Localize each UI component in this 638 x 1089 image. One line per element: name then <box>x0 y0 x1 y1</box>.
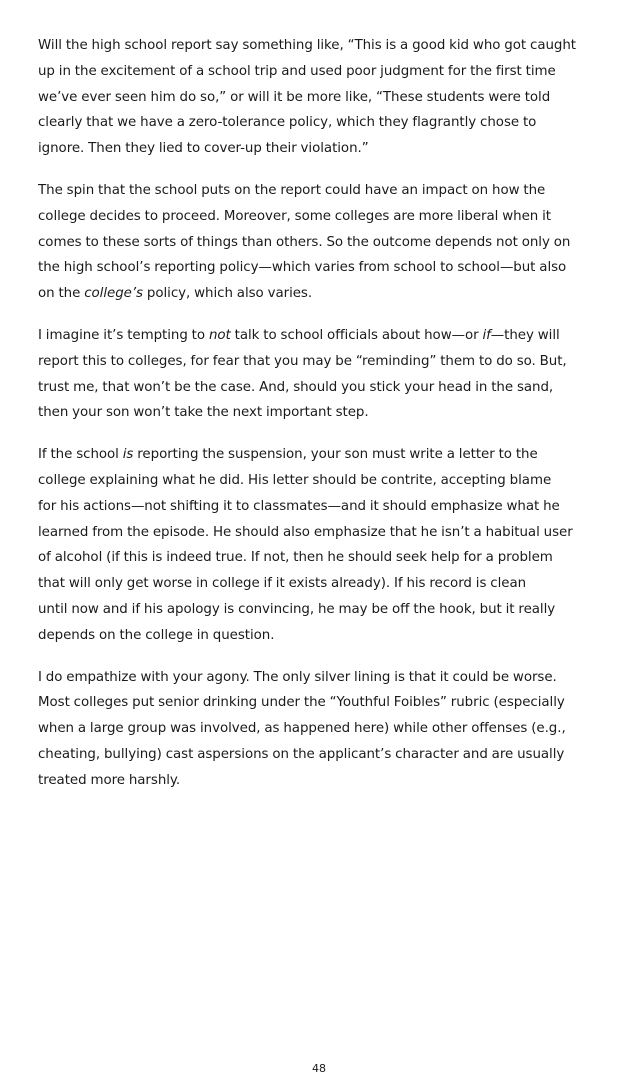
text-run: depends on the college in question. <box>38 627 275 643</box>
text-line <box>38 768 604 794</box>
text-run: when a large group was involved, as happened here) while other offenses (e.g., <box>38 721 566 737</box>
text-run: of alcohol (if this is indeed true. If not, then he should seek help for a problem <box>38 550 553 566</box>
text-run: for his actions—not shifting it to classmates—and it should emphasize what he <box>38 498 560 514</box>
paragraph <box>38 665 604 794</box>
text-line <box>38 281 604 307</box>
text-line <box>38 178 604 204</box>
text-line <box>38 716 604 742</box>
text-line <box>38 349 604 375</box>
text-run: clearly that we have a zero-tolerance policy, which they flagrantly chose to <box>38 115 537 131</box>
italic-text: college’s <box>84 286 143 302</box>
text-run: I do empathize with your agony. The only silver lining is that it could be worse. <box>38 669 557 685</box>
text-line <box>38 59 604 85</box>
text-run: ignore. Then they lied to cover-up their violation.” <box>38 141 369 157</box>
text-run: college decides to proceed. Moreover, some colleges are more liberal when it <box>38 208 551 224</box>
text-line <box>38 375 604 401</box>
text-run: treated more harshly. <box>38 772 181 788</box>
text-run: report this to colleges, for fear that you may be “reminding” them to do so. But, <box>38 353 567 369</box>
text-line <box>38 400 604 426</box>
text-run: the high school’s reporting policy—which varies from school to school—but also <box>38 260 567 276</box>
text-run: —they will <box>490 327 560 343</box>
text-run: Will the high school report say something like, “This is a good kid who got caught <box>38 38 576 53</box>
text-run: Most colleges put senior drinking under the “Youthful Foibles” rubric (especially <box>38 695 565 711</box>
text-run: until now and if his apology is convincing, he may be off the hook, but it really <box>38 601 556 617</box>
paragraph <box>38 33 604 162</box>
text-line <box>38 110 604 136</box>
text-line <box>38 468 604 494</box>
text-line <box>38 442 604 468</box>
text-run: then your son won’t take the next important step. <box>38 405 369 421</box>
page-number: 48 <box>312 1062 326 1075</box>
text-line <box>38 545 604 571</box>
italic-text: if <box>482 327 491 343</box>
text-run: college explaining what he did. His letter should be contrite, accepting blame <box>38 472 552 488</box>
document-body <box>38 33 604 810</box>
text-line <box>38 323 604 349</box>
text-line <box>38 136 604 162</box>
paragraph <box>38 323 604 426</box>
italic-text: is <box>122 447 134 463</box>
text-run: on the <box>38 286 85 302</box>
text-line <box>38 230 604 256</box>
text-line <box>38 665 604 691</box>
paragraph <box>38 442 604 648</box>
text-run: talk to school officials about how—or <box>230 327 483 343</box>
text-run: comes to these sorts of things than others. So the outcome depends not only on <box>38 234 571 250</box>
text-line <box>38 623 604 649</box>
text-run: The spin that the school puts on the report could have an impact on how the <box>38 182 546 198</box>
text-run: that will only get worse in college if it exists already). If his record is clean <box>38 576 527 592</box>
text-run: I imagine it’s tempting to <box>38 327 209 343</box>
text-line <box>38 494 604 520</box>
text-line <box>38 597 604 623</box>
text-run: policy, which also varies. <box>142 286 313 302</box>
text-run: cheating, bullying) cast aspersions on the applicant’s character and are usually <box>38 746 565 762</box>
text-line <box>38 204 604 230</box>
text-run: up in the excitement of a school trip and used poor judgment for the first time <box>38 63 556 79</box>
text-run: trust me, that won’t be the case. And, should you stick your head in the sand, <box>38 379 554 395</box>
text-run: reporting the suspension, your son must write a letter to the <box>133 447 538 463</box>
text-line <box>38 255 604 281</box>
text-run: we’ve ever seen him do so,” or will it be more like, “These students were told <box>38 89 551 105</box>
text-line <box>38 742 604 768</box>
text-line <box>38 520 604 546</box>
italic-text: not <box>208 327 231 343</box>
text-run: learned from the episode. He should also emphasize that he isn’t a habitual user <box>38 524 573 540</box>
text-run: If the school <box>38 447 123 463</box>
text-line <box>38 571 604 597</box>
text-line <box>38 85 604 111</box>
paragraph <box>38 178 604 307</box>
text-line <box>38 33 604 59</box>
text-line <box>38 690 604 716</box>
